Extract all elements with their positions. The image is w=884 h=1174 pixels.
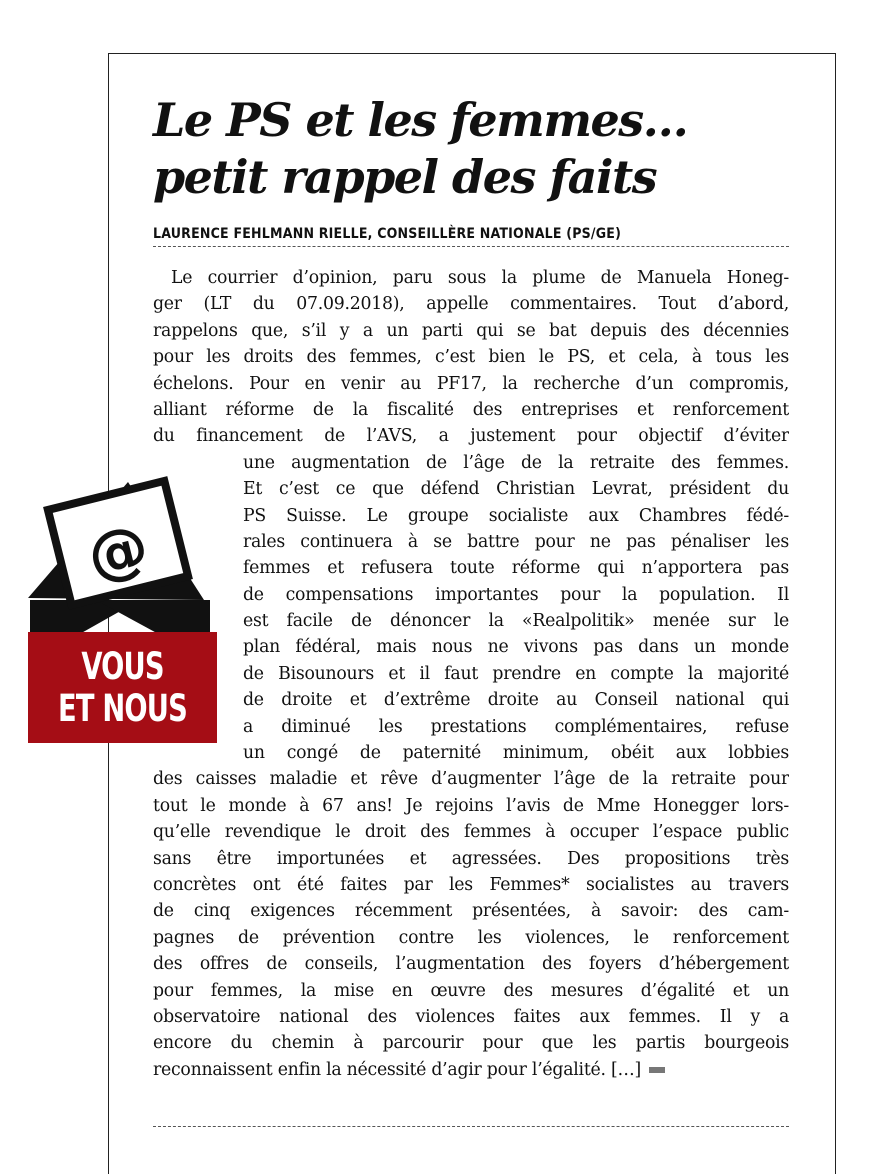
- title-line: Le PS et les femmes…: [153, 93, 688, 147]
- body-line: sans être importunées et agressées. Des propositions très: [153, 848, 789, 869]
- body-line: de cinq exigences récemment présentées, à savoir: des cam-: [153, 901, 789, 922]
- title-line: petit rappel des faits: [153, 150, 657, 204]
- section-label-line: ET NOUS: [58, 686, 187, 730]
- body-line: alliant réforme de la fiscalité des entreprises et renforcement: [153, 399, 789, 420]
- section-label-line: VOUS: [81, 644, 164, 688]
- body-line: Et c’est ce que défend Christian Levrat, président du: [243, 479, 789, 500]
- body-line: ger (LT du 07.09.2018), appelle commentaires. Tout d’abord,: [153, 294, 789, 315]
- body-line: de compensations importantes pour la population. Il: [243, 584, 789, 605]
- body-line: PS Suisse. Le groupe socialiste aux Chambres fédé-: [243, 505, 789, 526]
- body-line-text: reconnaissent enfin la nécessité d’agir pour l’égalité. […]: [153, 1059, 642, 1080]
- body-line: rappelons que, s’il y a un parti qui se bat depuis des décennies: [153, 320, 789, 341]
- body-line: un congé de paternité minimum, obéit aux lobbies: [243, 743, 789, 764]
- body-line: une augmentation de l’âge de la retraite des femmes.: [243, 452, 789, 473]
- svg-text:@: @: [80, 510, 156, 594]
- body-line: des caisses maladie et rêve d’augmenter l’âge de la retraite pour: [153, 769, 789, 790]
- body-line: de droite et d’extrême droite au Conseil national qui: [243, 690, 789, 711]
- body-line: pour les droits des femmes, c’est bien le PS, et cela, à tous les: [153, 347, 789, 368]
- body-line: échelons. Pour en venir au PF17, la recherche d’un compromis,: [153, 373, 789, 394]
- body-line: de Bisounours et il faut prendre en compte la majorité: [243, 663, 789, 684]
- body-line: encore du chemin à parcourir pour que les partis bourgeois: [153, 1033, 789, 1054]
- body-line: concrètes ont été faites par les Femmes* socialistes au travers: [153, 874, 789, 895]
- body-line: plan fédéral, mais nous ne vivons pas dans un monde: [243, 637, 789, 658]
- body-line: des offres de conseils, l’augmentation des foyers d’hébergement: [153, 954, 789, 975]
- body-line: femmes et refusera toute réforme qui n’apportera pas: [243, 558, 789, 579]
- author-byline: LAURENCE FEHLMANN RIELLE, CONSEILLÈRE NATIONALE (PS/GE): [153, 224, 789, 247]
- body-line: rales continuera à se battre pour ne pas pénaliser les: [243, 531, 789, 552]
- body-line: tout le monde à 67 ans! Je rejoins l’avis de Mme Honegger lors-: [153, 795, 789, 816]
- body-line: est facile de dénoncer la «Realpolitik» menée sur le: [243, 611, 789, 632]
- body-line: pour femmes, la mise en œuvre des mesures d’égalité et un: [153, 980, 789, 1001]
- body-line: observatoire national des violences faites aux femmes. Il y a: [153, 1006, 789, 1027]
- body-line: du financement de l’AVS, a justement pour objectif d’éviter: [153, 426, 789, 447]
- body-line: qu’elle revendique le droit des femmes à occuper l’espace public: [153, 822, 789, 843]
- section-label: [45, 632, 200, 743]
- body-line: Le courrier d’opinion, paru sous la plume de Manuela Honeg-: [171, 268, 789, 288]
- body-line: pagnes de prévention contre les violences, le renforcement: [153, 927, 789, 948]
- body-line: a diminué les prestations complémentaires, refuse: [243, 716, 789, 737]
